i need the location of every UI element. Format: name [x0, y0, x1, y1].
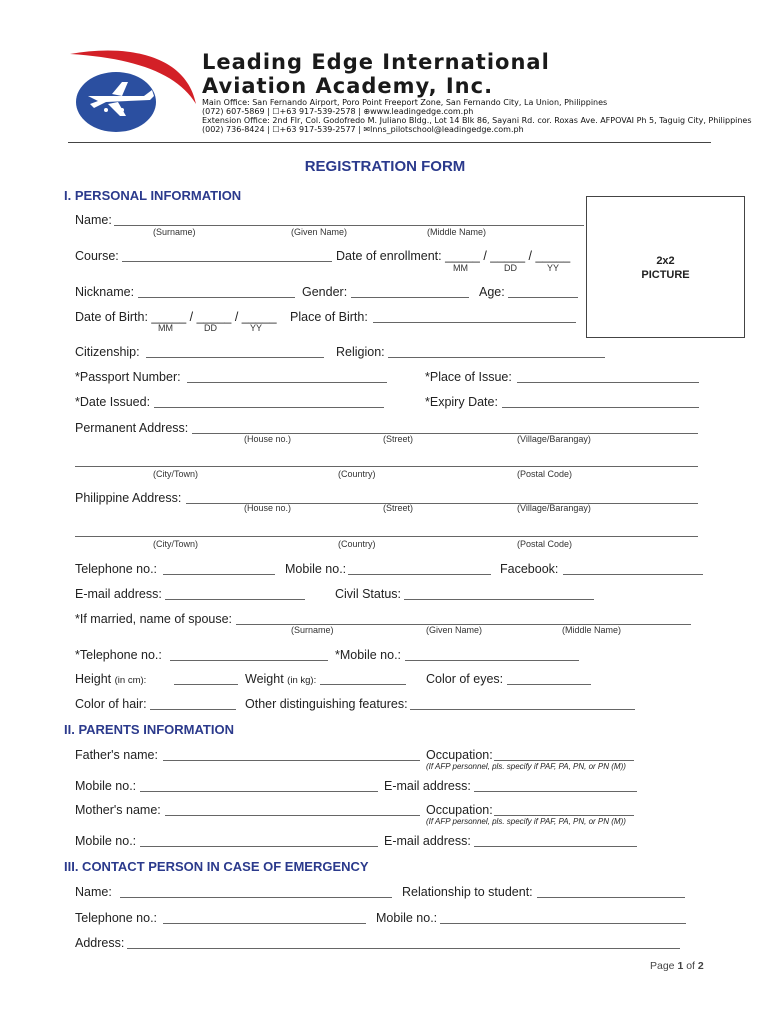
dob-mm-caption: MM [158, 323, 173, 333]
given-name-caption: (Given Name) [291, 227, 348, 237]
spouse-telephone-field[interactable] [170, 660, 328, 661]
main-contact: (072) 607-5869 | ☐+63 917-539-2578 | ⊕www.leadingedge.com.ph [202, 107, 474, 116]
dob-label[interactable]: Date of Birth: _____ / _____ / _____ [75, 310, 277, 324]
mother-field[interactable] [165, 815, 420, 816]
facebook-field[interactable] [563, 574, 703, 575]
father-email-field[interactable] [474, 791, 637, 792]
date-issued-label: *Date Issued: [75, 395, 151, 409]
email-label: E-mail address: [75, 587, 162, 601]
spouse-label: *If married, name of spouse: [75, 612, 233, 626]
emergency-address-field[interactable] [127, 948, 680, 949]
perm-house-caption: (House no.) [244, 434, 292, 444]
nickname-label: Nickname: [75, 285, 135, 299]
weight-text: Weight [245, 672, 284, 686]
ph-street-caption: (Street) [383, 503, 414, 513]
dob-yy-caption: YY [250, 323, 263, 333]
spouse-mobile-field[interactable] [405, 660, 579, 661]
father-email-label: E-mail address: [384, 779, 471, 793]
page-total: 2 [697, 960, 704, 972]
ph-village-caption: (Village/Barangay) [517, 503, 591, 513]
mobile-label: Mobile no.: [285, 562, 347, 576]
date-issued-field[interactable] [154, 407, 384, 408]
page-of: of [683, 960, 698, 972]
mother-mobile-label: Mobile no.: [75, 834, 137, 848]
height-text: Height [75, 672, 112, 686]
ph-address-label: Philippine Address: [75, 491, 182, 505]
ph-country-caption: (Country) [338, 539, 376, 549]
section-emergency-heading: III. CONTACT PERSON IN CASE OF EMERGENCY [64, 859, 369, 874]
citizenship-label: Citizenship: [75, 345, 140, 359]
academy-logo [66, 44, 201, 136]
civil-status-label: Civil Status: [335, 587, 401, 601]
age-label: Age: [479, 285, 505, 299]
father-label: Father's name: [75, 748, 158, 762]
enroll-dd-caption: DD [504, 263, 517, 273]
perm-country-caption: (Country) [338, 469, 376, 479]
other-features-field[interactable] [410, 709, 635, 710]
nickname-field[interactable] [138, 297, 295, 298]
mother-occupation-label: Occupation: [426, 803, 493, 817]
dob-dd-caption: DD [204, 323, 217, 333]
place-of-birth-label: Place of Birth: [290, 310, 368, 324]
perm-city-caption: (City/Town) [153, 469, 199, 479]
page-indicator [650, 960, 704, 972]
mobile-field[interactable] [348, 574, 491, 575]
ph-house-caption: (House no.) [244, 503, 292, 513]
expiry-date-label: *Expiry Date: [425, 395, 498, 409]
father-afp-note: (If AFP personnel, pls. specify if PAF, PA, PN, or PN (M)) [426, 762, 626, 771]
religion-field[interactable] [388, 357, 605, 358]
eyes-field[interactable] [507, 684, 591, 685]
hair-label: Color of hair: [75, 697, 147, 711]
eyes-label: Color of eyes: [426, 672, 504, 686]
telephone-field[interactable] [163, 574, 275, 575]
emergency-telephone-label: Telephone no.: [75, 911, 158, 925]
perm-village-caption: (Village/Barangay) [517, 434, 591, 444]
extension-office: Extension Office: 2nd Flr, Col. Godofredo M. Juliano Bldg., Lot 14 Blk 86, Sayani Rd. cor. Roxas Ave. AFPOVAI Ph 5, Taguig City, Philippines [202, 116, 752, 125]
name-label: Name: [75, 213, 112, 227]
place-of-birth-field[interactable] [373, 322, 576, 323]
height-label [75, 672, 146, 686]
telephone-label: Telephone no.: [75, 562, 158, 576]
passport-field[interactable] [187, 382, 387, 383]
spouse-surname-caption: (Surname) [291, 625, 334, 635]
photo-label-1: 2x2 [656, 255, 675, 267]
mother-label: Mother's name: [75, 803, 161, 817]
ph-postal-caption: (Postal Code) [517, 539, 573, 549]
father-occupation-label: Occupation: [426, 748, 493, 762]
permanent-address-label: Permanent Address: [75, 421, 189, 435]
weight-field[interactable] [320, 684, 406, 685]
ph-city-caption: (City/Town) [153, 539, 199, 549]
height-unit: (in cm): [114, 675, 147, 686]
section-parents-heading: II. PARENTS INFORMATION [64, 722, 234, 737]
form-title: REGISTRATION FORM [304, 158, 466, 175]
weight-label [245, 672, 316, 686]
course-field[interactable] [122, 261, 332, 262]
course-label: Course: [75, 249, 119, 263]
father-mobile-label: Mobile no.: [75, 779, 137, 793]
weight-unit: (in kg): [287, 675, 317, 686]
emergency-mobile-label: Mobile no.: [376, 911, 438, 925]
emergency-address-label: Address: [75, 936, 125, 950]
org-name-line2: Aviation Academy, Inc. [202, 74, 494, 98]
father-mobile-field[interactable] [140, 791, 378, 792]
spouse-mobile-label: *Mobile no.: [335, 648, 402, 662]
email-field[interactable] [165, 599, 305, 600]
ph-address-field-2[interactable] [75, 536, 698, 537]
extension-contact: (002) 736-8424 | ☐+63 917-539-2577 | ✉lnns_pilotschool@leadingedge.com.ph [202, 125, 524, 134]
spouse-middle-caption: (Middle Name) [562, 625, 622, 635]
spouse-telephone-label: *Telephone no.: [75, 648, 162, 662]
mother-email-label: E-mail address: [384, 834, 471, 848]
emergency-name-field[interactable] [120, 897, 392, 898]
permanent-address-field-2[interactable] [75, 466, 698, 467]
gender-field[interactable] [351, 297, 469, 298]
spouse-given-caption: (Given Name) [426, 625, 483, 635]
enroll-mm-caption: MM [453, 263, 468, 273]
enroll-yy-caption: YY [547, 263, 560, 273]
photo-box [586, 196, 745, 338]
gender-label: Gender: [302, 285, 348, 299]
mother-mobile-field[interactable] [140, 846, 378, 847]
page-number: 1 [677, 960, 684, 972]
mother-email-field[interactable] [474, 846, 637, 847]
date-enrollment-label[interactable]: Date of enrollment: _____ / _____ / _____ [336, 249, 571, 263]
passport-label: *Passport Number: [75, 370, 181, 384]
perm-street-caption: (Street) [383, 434, 414, 444]
place-of-issue-label: *Place of Issue: [425, 370, 512, 384]
hair-field[interactable] [150, 709, 236, 710]
perm-postal-caption: (Postal Code) [517, 469, 573, 479]
name-field[interactable] [114, 225, 584, 226]
other-features-label: Other distinguishing features: [245, 697, 408, 711]
place-of-issue-field[interactable] [517, 382, 699, 383]
main-office: Main Office: San Fernando Airport, Poro Point Freeport Zone, San Fernando City, La Union, Philippines [202, 98, 608, 107]
emergency-name-label: Name: [75, 885, 112, 899]
age-field[interactable] [508, 297, 578, 298]
religion-label: Religion: [336, 345, 385, 359]
relationship-label: Relationship to student: [402, 885, 533, 899]
father-occupation-field[interactable] [494, 760, 634, 761]
org-name-line1: Leading Edge International [202, 50, 550, 74]
page-prefix: Page [650, 960, 678, 972]
header-divider [68, 142, 711, 143]
emergency-mobile-field[interactable] [440, 923, 686, 924]
middle-name-caption: (Middle Name) [427, 227, 487, 237]
citizenship-field[interactable] [146, 357, 324, 358]
height-field[interactable] [174, 684, 238, 685]
relationship-field[interactable] [537, 897, 685, 898]
facebook-label: Facebook: [500, 562, 559, 576]
mother-afp-note: (If AFP personnel, pls. specify if PAF, PA, PN, or PN (M)) [426, 817, 626, 826]
emergency-telephone-field[interactable] [163, 923, 366, 924]
section-personal-heading: I. PERSONAL INFORMATION [64, 188, 242, 203]
expiry-date-field[interactable] [502, 407, 699, 408]
surname-caption: (Surname) [153, 227, 196, 237]
civil-status-field[interactable] [404, 599, 594, 600]
mother-occupation-field[interactable] [494, 815, 634, 816]
father-field[interactable] [163, 760, 420, 761]
photo-label-2: PICTURE [641, 269, 690, 281]
